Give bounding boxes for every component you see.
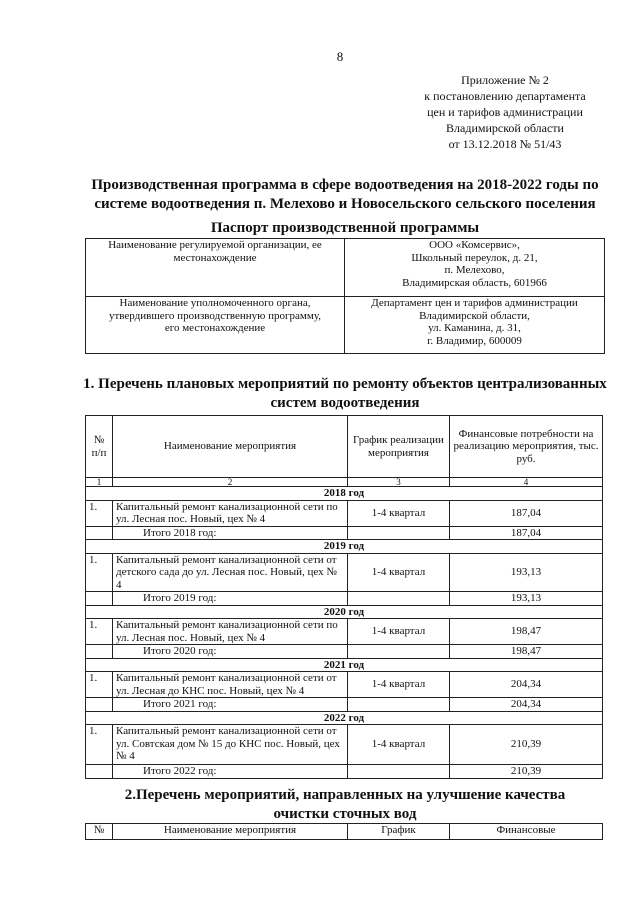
schedule: 1-4 квартал xyxy=(348,619,450,645)
empty-cell xyxy=(348,592,450,606)
row-num: 1. xyxy=(86,619,113,645)
amount: 198,47 xyxy=(450,619,603,645)
table-row xyxy=(86,553,603,592)
table-row xyxy=(86,619,603,645)
title-line: системе водоотведения п. Мелехово и Новосельского сельского поселения xyxy=(94,196,596,212)
total-label: Итого 2019 год: xyxy=(113,592,348,606)
amount: 210,39 xyxy=(450,725,603,765)
empty-cell xyxy=(86,765,113,779)
appendix-line: цен и тарифов администрации xyxy=(427,105,583,119)
header-amount: Финансовые потребности на реализацию мероприятия, тыс. руб. xyxy=(450,416,603,478)
header-name: Наименование мероприятия xyxy=(113,824,348,840)
total-amount: 210,39 xyxy=(450,765,603,779)
appendix-line: от 13.12.2018 № 51/43 xyxy=(448,137,562,151)
total-row xyxy=(86,592,603,606)
passport-table xyxy=(85,238,605,354)
row-num: 1. xyxy=(86,725,113,765)
year-row xyxy=(86,540,603,554)
total-amount: 204,34 xyxy=(450,698,603,712)
quality-measures-table xyxy=(85,823,603,840)
appendix-line: Приложение № 2 xyxy=(461,73,549,87)
row-num: 1. xyxy=(86,672,113,698)
appendix-note xyxy=(400,72,610,152)
year-row xyxy=(86,711,603,725)
empty-cell xyxy=(86,526,113,540)
heading-line: очистки сточных вод xyxy=(273,806,417,822)
table-row xyxy=(86,500,603,526)
total-amount: 198,47 xyxy=(450,645,603,659)
row-num: 1. xyxy=(86,500,113,526)
appendix-line: Владимирской области xyxy=(446,121,564,135)
empty-cell xyxy=(348,526,450,540)
year-label: 2021 год xyxy=(86,658,603,672)
schedule: 1-4 квартал xyxy=(348,553,450,592)
measure-name: Капитальный ремонт канализационной сети по ул. Лесная пос. Новый, цех № 4 xyxy=(113,500,348,526)
passport-value: Департамент цен и тарифов администрации Владимирской области, ул. Каманина, д. 31, г. Владимир, 600009 xyxy=(345,297,605,354)
year-label: 2018 год xyxy=(86,487,603,501)
table-row xyxy=(86,725,603,765)
year-label: 2022 год xyxy=(86,711,603,725)
amount: 193,13 xyxy=(450,553,603,592)
total-row xyxy=(86,765,603,779)
schedule: 1-4 квартал xyxy=(348,672,450,698)
header-name: Наименование мероприятия xyxy=(113,416,348,478)
year-row xyxy=(86,658,603,672)
year-row xyxy=(86,487,603,501)
total-label: Итого 2020 год: xyxy=(113,645,348,659)
schedule: 1-4 квартал xyxy=(348,500,450,526)
section2-heading xyxy=(80,786,610,824)
year-row xyxy=(86,605,603,619)
heading-line: систем водоотведения xyxy=(270,395,420,411)
heading-line: 2.Перечень мероприятий, направленных на улучшение качества xyxy=(124,787,566,803)
heading-line: 1. Перечень плановых мероприятий по ремонту объектов централизованных xyxy=(83,376,607,392)
passport-heading: Паспорт производственной программы xyxy=(210,220,480,236)
total-row xyxy=(86,645,603,659)
total-amount: 187,04 xyxy=(450,526,603,540)
empty-cell xyxy=(86,592,113,606)
total-label: Итого 2021 год: xyxy=(113,698,348,712)
empty-cell xyxy=(86,698,113,712)
header-num: № xyxy=(86,824,113,840)
col-number: 2 xyxy=(113,478,348,487)
measure-name: Капитальный ремонт канализационной сети от ул. Лесная до КНС пос. Новый, цех № 4 xyxy=(113,672,348,698)
document-title xyxy=(80,176,610,214)
row-num: 1. xyxy=(86,553,113,592)
section1-heading xyxy=(80,375,610,413)
total-row xyxy=(86,526,603,540)
schedule: 1-4 квартал xyxy=(348,725,450,765)
header-amount: Финансовые xyxy=(450,824,603,840)
year-label: 2019 год xyxy=(86,540,603,554)
measure-name: Капитальный ремонт канализационной сети от детского сада до ул. Лесная пос. Новый, цех № 4 xyxy=(113,553,348,592)
year-label: 2020 год xyxy=(86,605,603,619)
total-amount: 193,13 xyxy=(450,592,603,606)
repair-plan-table xyxy=(85,415,603,779)
col-number: 1 xyxy=(86,478,113,487)
total-row xyxy=(86,698,603,712)
table-row xyxy=(86,672,603,698)
amount: 204,34 xyxy=(450,672,603,698)
empty-cell xyxy=(348,698,450,712)
page-number: 8 xyxy=(336,49,344,64)
header-schedule: График реализации мероприятия xyxy=(348,416,450,478)
measure-name: Капитальный ремонт канализационной сети от ул. Совтская дом № 15 до КНС пос. Новый, цех № 4 xyxy=(113,725,348,765)
passport-label: Наименование регулируемой организации, ее местонахождение xyxy=(86,239,345,297)
title-line: Производственная программа в сфере водоотведения на 2018-2022 годы по xyxy=(91,177,599,193)
passport-label: Наименование уполномоченного органа, утвердившего производственную программу, его местонахождение xyxy=(86,297,345,354)
header-schedule: График xyxy=(348,824,450,840)
empty-cell xyxy=(348,645,450,659)
empty-cell xyxy=(348,765,450,779)
empty-cell xyxy=(86,645,113,659)
amount: 187,04 xyxy=(450,500,603,526)
col-number: 3 xyxy=(348,478,450,487)
col-number: 4 xyxy=(450,478,603,487)
total-label: Итого 2018 год: xyxy=(113,526,348,540)
passport-value: ООО «Комсервис», Школьный переулок, д. 21, п. Мелехово, Владимирская область, 601966 xyxy=(345,239,605,297)
measure-name: Капитальный ремонт канализационной сети по ул. Лесная пос. Новый, цех № 4 xyxy=(113,619,348,645)
total-label: Итого 2022 год: xyxy=(113,765,348,779)
header-num: № п/п xyxy=(86,416,113,478)
appendix-line: к постановлению департамента xyxy=(424,89,586,103)
